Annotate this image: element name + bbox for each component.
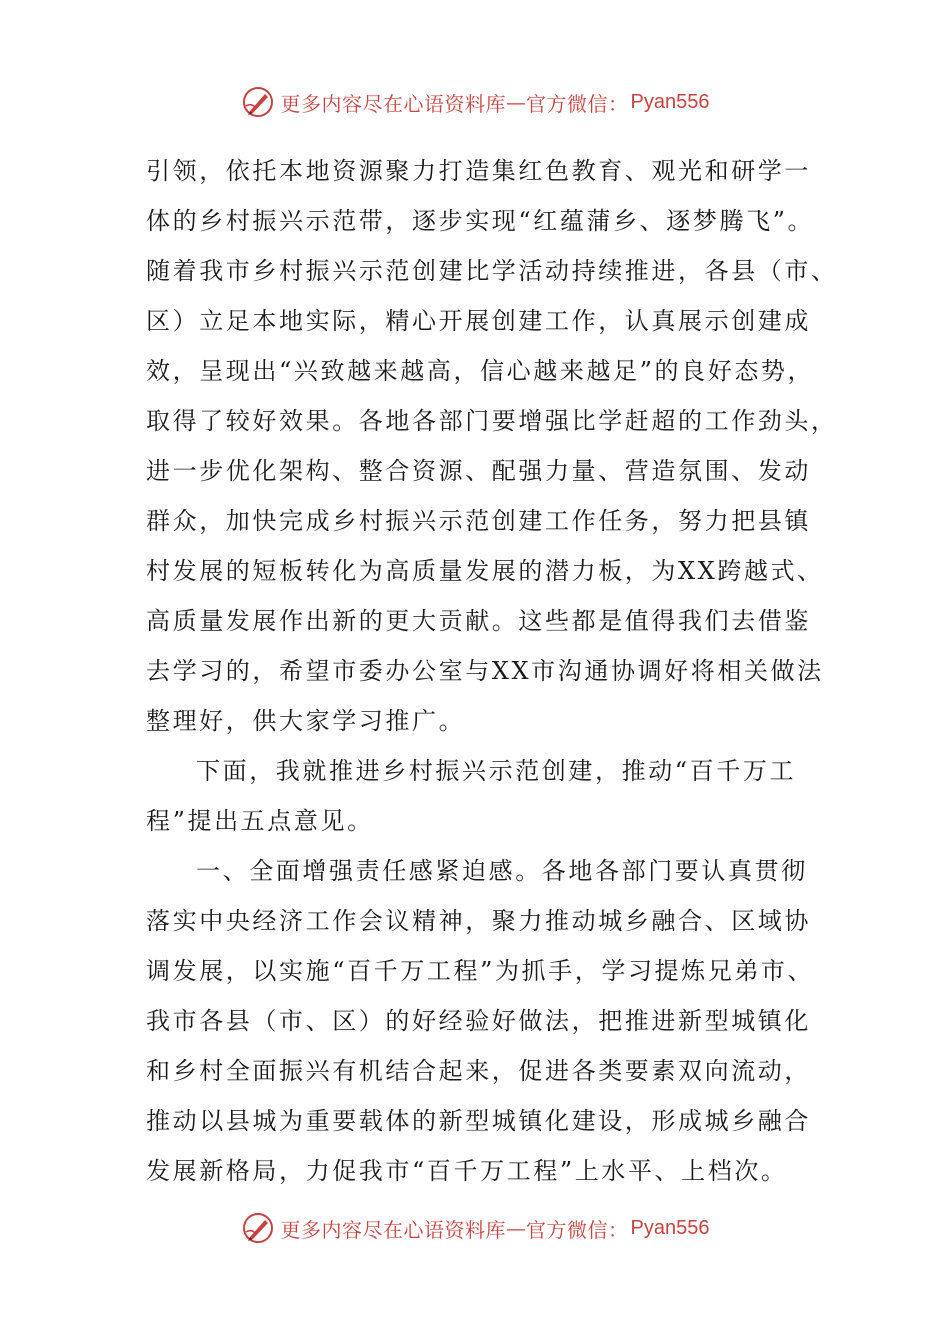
text-line: 区）立足本地实际，精心开展创建工作，认真展示创建成: [146, 307, 811, 335]
pen-quill-icon: [241, 1211, 275, 1245]
text-line: 落实中央经济工作会议精神，聚力推动城乡融合、区域协: [146, 907, 811, 935]
paragraph-start-line: 一、全面增强责任感紧迫感。各地各部门要认真贯彻: [196, 857, 808, 885]
text-line: 发展新格局，力促我市“百千万工程”上水平、上档次。: [146, 1157, 788, 1185]
text-line: 去学习的，希望市委办公室与XX市沟通协调好将相关做法: [146, 657, 824, 685]
text-line: 推动以县城为重要载体的新型城镇化建设，形成城乡融合: [146, 1107, 811, 1135]
watermark-text: 更多内容尽在心语资料库: [280, 1217, 507, 1242]
text-line: 调发展，以实施“百千万工程”为抓手，学习提炼兄弟市、: [146, 957, 815, 985]
text-line: 整理好，供大家学习推广。: [146, 707, 466, 735]
watermark-text: 更多内容尽在心语资料库: [280, 91, 507, 116]
text-line: 进一步优化架构、整合资源、配强力量、营造氛围、发动: [146, 457, 811, 485]
text-line: 村发展的短板转化为高质量发展的潜力板，为XX跨越式、: [146, 557, 824, 585]
header-watermark: [0, 82, 950, 122]
text-line: 体的乡村振兴示范带，逐步实现“红蕴蒲乡、逐梦腾飞”。: [146, 207, 815, 235]
watermark-separator: —: [506, 1216, 527, 1240]
paragraph-start-line: 下面，我就推进乡村振兴示范创建，推动“百千万工: [196, 757, 797, 785]
text-line: 程”提出五点意见。: [146, 807, 374, 835]
watermark-id: Pyan556: [630, 90, 710, 113]
watermark-label: 官方微信：: [526, 91, 629, 116]
footer-watermark: [0, 1208, 950, 1248]
text-line: 随着我市乡村振兴示范创建比学活动持续推进，各县（市、: [146, 257, 838, 285]
watermark-label: 官方微信：: [526, 1217, 629, 1242]
watermark-separator: —: [506, 90, 527, 114]
text-line: 引领，依托本地资源聚力打造集红色教育、观光和研学一: [146, 157, 811, 185]
text-line: 效，呈现出“兴致越来越高，信心越来越足”的良好态势，: [146, 357, 815, 385]
text-line: 群众，加快完成乡村振兴示范创建工作任务，努力把县镇: [146, 507, 811, 535]
pen-quill-icon: [241, 85, 275, 119]
text-line: 高质量发展作出新的更大贡献。这些都是值得我们去借鉴: [146, 607, 811, 635]
watermark-id: Pyan556: [630, 1216, 710, 1239]
document-body: [146, 146, 838, 1196]
text-line: 取得了较好效果。各地各部门要增强比学赶超的工作劲头，: [146, 407, 838, 435]
text-line: 和乡村全面振兴有机结合起来，促进各类要素双向流动，: [146, 1057, 811, 1085]
text-line: 我市各县（市、区）的好经验好做法，把推进新型城镇化: [146, 1007, 811, 1035]
